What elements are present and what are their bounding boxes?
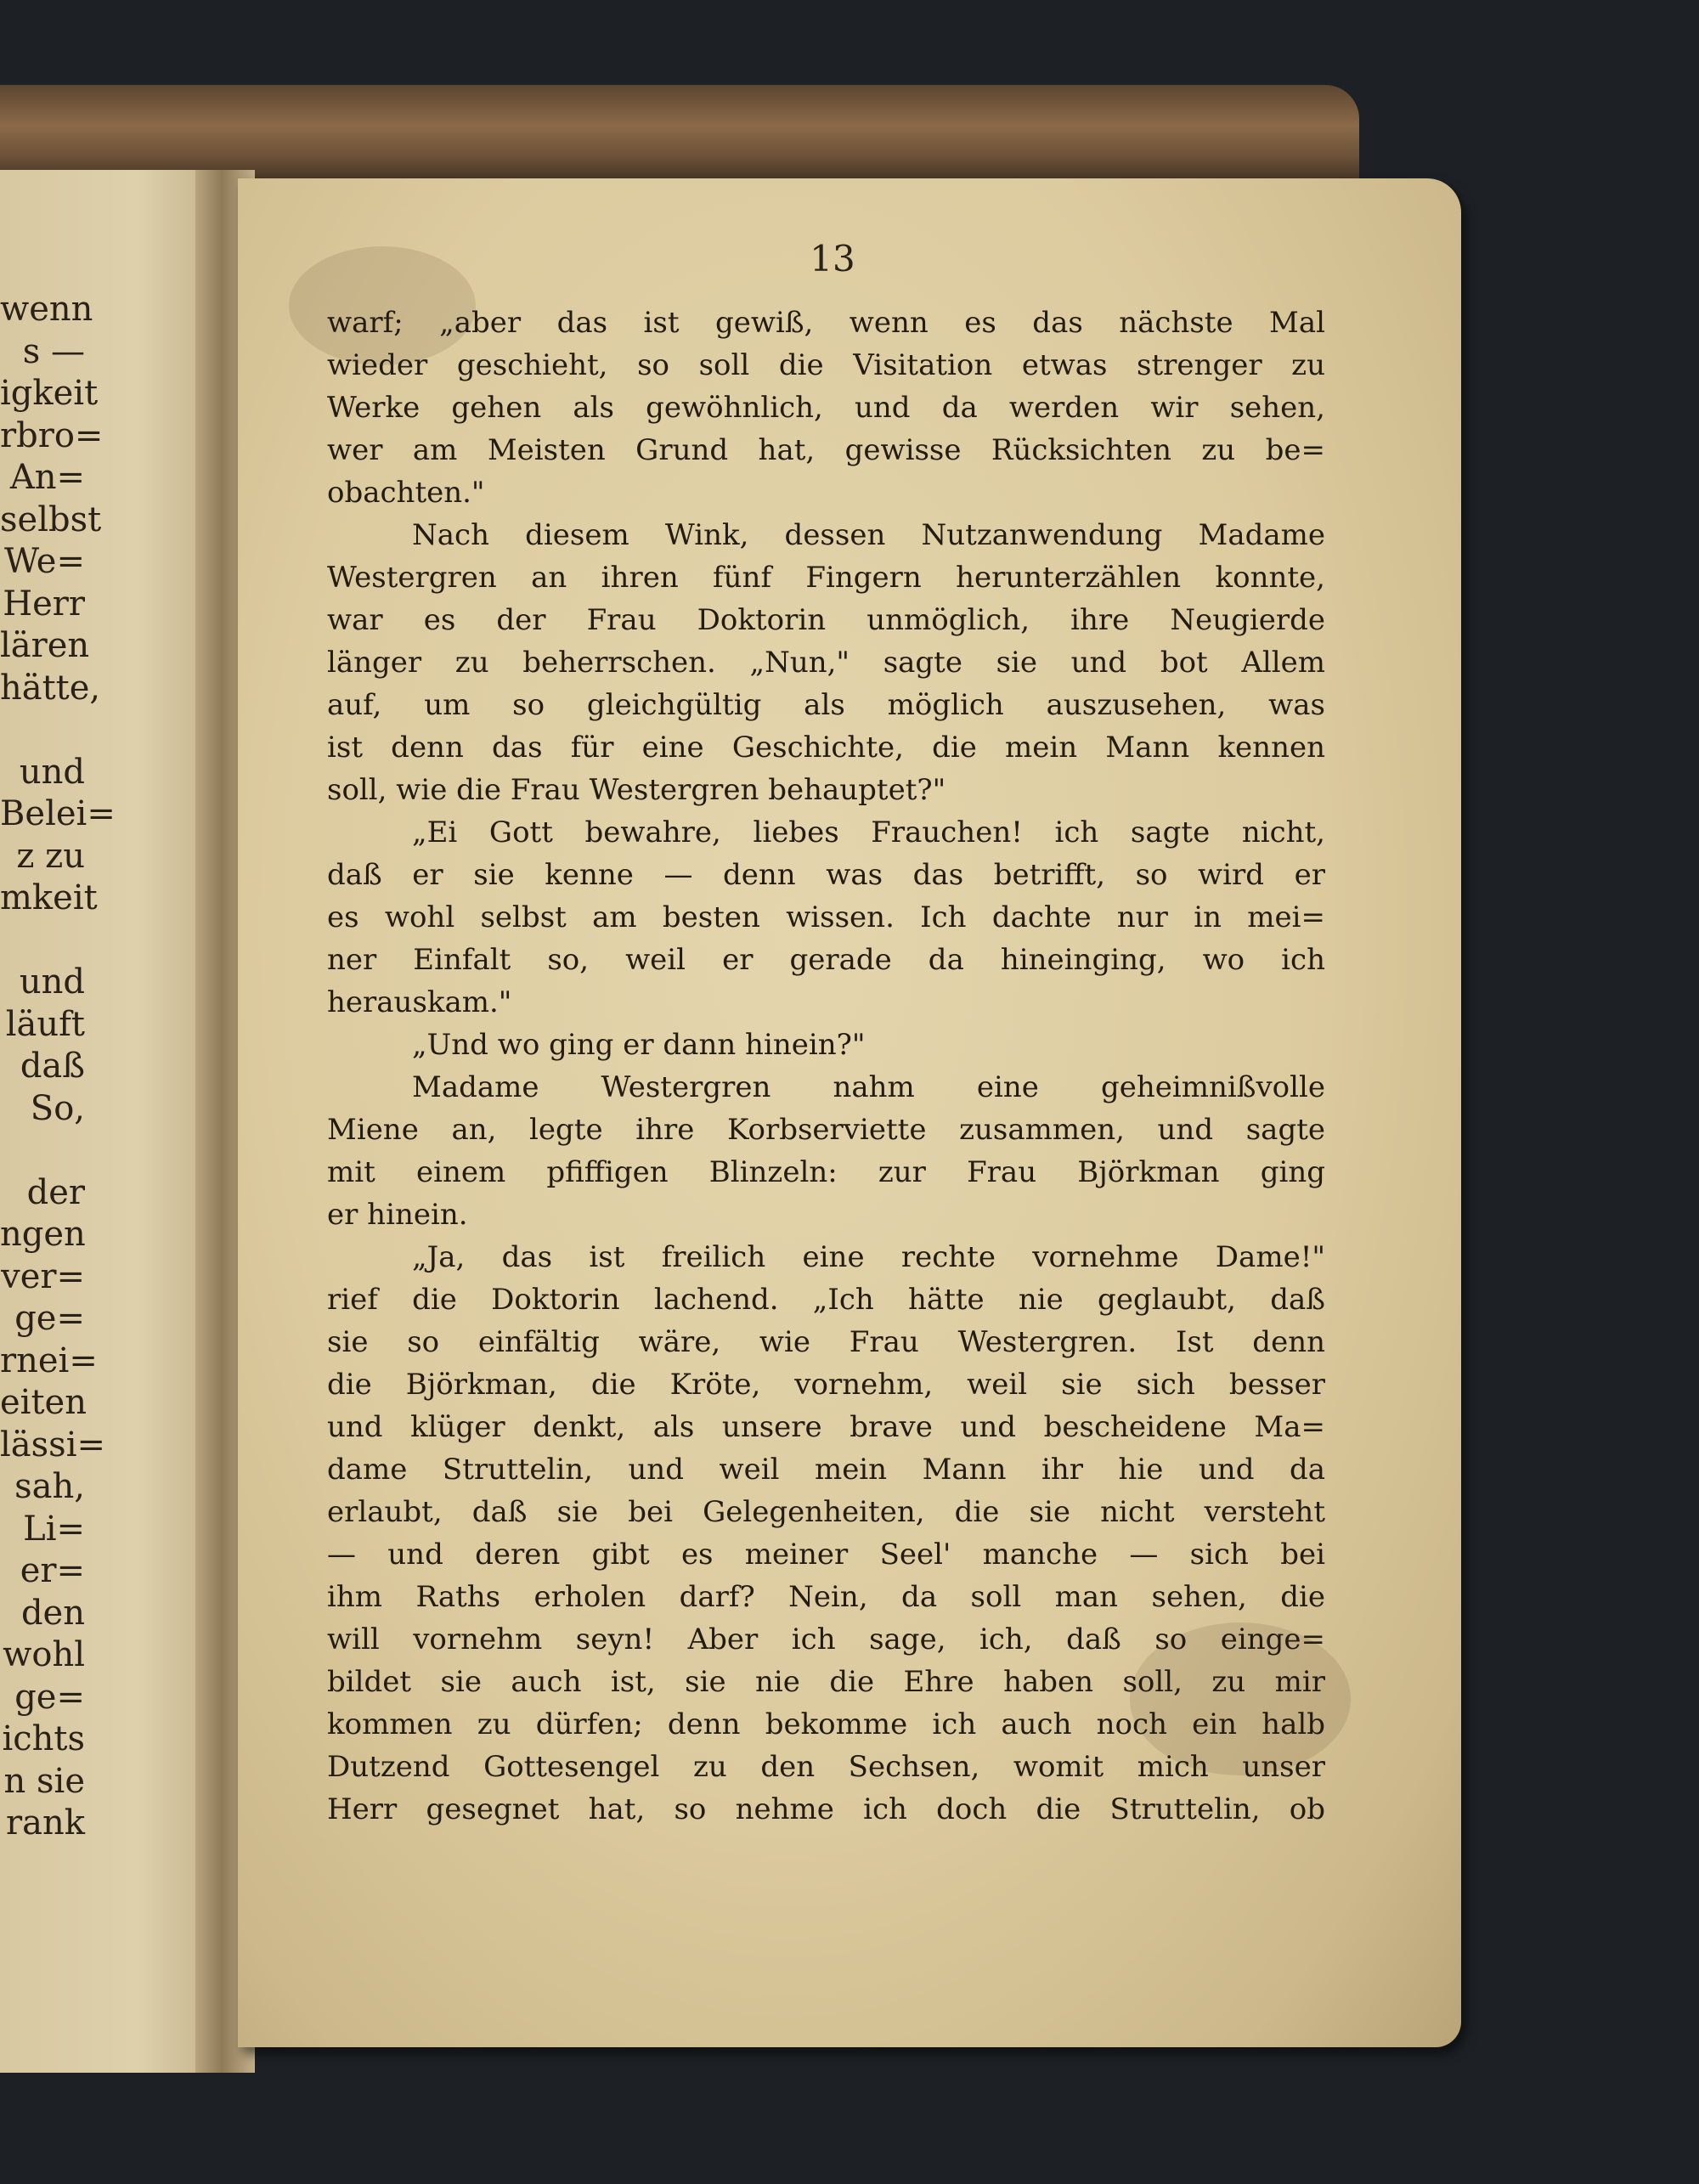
- left-page-line: und: [19, 962, 85, 1002]
- text-line: kommen zu dürfen; denn bekomme ich auch noch ein halb: [327, 1707, 1325, 1741]
- page-number: 13: [810, 238, 855, 279]
- left-page-line: ge=: [14, 1299, 85, 1338]
- text-line: ihm Raths erholen darf? Nein, da soll man sehen, die: [327, 1580, 1325, 1614]
- text-line: Madame Westergren nahm eine geheimnißvolle: [412, 1070, 1325, 1104]
- left-page-line: z zu: [16, 836, 85, 876]
- left-page-line: läuft: [5, 1004, 85, 1044]
- text-line: wieder geschieht, so soll die Visitation etwas strenger zu: [327, 348, 1325, 382]
- page-body-text: [327, 302, 1325, 1831]
- left-page-line: daß: [20, 1047, 85, 1086]
- left-page-line: er=: [20, 1551, 85, 1590]
- text-line: bildet sie auch ist, sie nie die Ehre haben soll, zu mir: [327, 1665, 1325, 1699]
- left-page-line: [0, 920, 85, 962]
- text-line: die Björkman, die Kröte, vornehm, weil sie sich besser: [327, 1368, 1325, 1402]
- text-line: — und deren gibt es meiner Seel' manche — sich bei: [327, 1538, 1325, 1572]
- text-line: ner Einfalt so, weil er gerade da hineinging, wo ich: [327, 943, 1325, 977]
- left-page-line: selbst: [0, 499, 102, 539]
- text-line: und klüger denkt, als unsere brave und bescheidene Ma=: [327, 1410, 1325, 1444]
- text-line: wer am Meisten Grund hat, gewisse Rücksichten zu be=: [327, 433, 1325, 467]
- left-page-line: lären: [0, 626, 90, 665]
- left-page-line: ngen: [0, 1215, 86, 1254]
- text-line: Werke gehen als gewöhnlich, und da werden wir sehen,: [327, 391, 1325, 425]
- left-page-line: der: [26, 1172, 85, 1212]
- left-page-line: mkeit: [0, 878, 98, 917]
- text-line: daß er sie kenne — denn was das betrifft, so wird er: [327, 858, 1325, 892]
- left-page-line: lässi=: [0, 1425, 106, 1464]
- left-page-line: igkeit: [0, 374, 99, 413]
- left-page-line: und: [19, 752, 85, 792]
- text-line: auf, um so gleichgültig als möglich auszusehen, was: [327, 688, 1325, 722]
- text-line: „Ei Gott bewahre, liebes Frauchen! ich sagte nicht,: [412, 815, 1325, 849]
- left-page-line: sah,: [14, 1467, 85, 1506]
- text-line: länger zu beherrschen. „Nun," sagte sie und bot Allem: [327, 646, 1325, 680]
- text-line: Dutzend Gottesengel zu den Sechsen, womit mich unser: [327, 1750, 1325, 1784]
- left-page-line: ichts: [2, 1719, 85, 1758]
- text-line: er hinein.: [327, 1198, 468, 1232]
- text-line: warf; „aber das ist gewiß, wenn es das nächste Mal: [327, 306, 1325, 340]
- text-line: „Und wo ging er dann hinein?": [412, 1028, 866, 1062]
- left-page-line: hätte,: [0, 668, 101, 708]
- text-line: es wohl selbst am besten wissen. Ich dachte nur in mei=: [327, 900, 1325, 934]
- left-page-line: Li=: [23, 1509, 85, 1549]
- text-line: will vornehm seyn! Aber ich sage, ich, daß so einge=: [327, 1622, 1325, 1656]
- text-line: Herr gesegnet hat, so nehme ich doch die Struttelin, ob: [327, 1792, 1325, 1826]
- left-page-line: [0, 1130, 85, 1172]
- text-line: obachten.": [327, 476, 485, 510]
- left-page-line: [0, 709, 85, 752]
- left-page-line: rnei=: [0, 1340, 98, 1380]
- left-page-line: s —: [22, 331, 85, 371]
- left-page-line: n sie: [3, 1761, 85, 1801]
- text-line: erlaubt, daß sie bei Gelegenheiten, die sie nicht versteht: [327, 1495, 1325, 1529]
- text-line: Nach diesem Wink, dessen Nutzanwendung Madame: [412, 518, 1325, 552]
- left-page-line: An=: [9, 458, 85, 497]
- text-line: herauskam.": [327, 985, 512, 1019]
- left-page-line: eiten: [0, 1383, 87, 1422]
- text-line: mit einem pfiffigen Blinzeln: zur Frau Björkman ging: [327, 1155, 1325, 1189]
- text-line: ist denn das für eine Geschichte, die mein Mann kennen: [327, 731, 1325, 765]
- text-line: dame Struttelin, und weil mein Mann ihr hie und da: [327, 1453, 1325, 1487]
- left-page-line: rank: [6, 1803, 85, 1843]
- text-line: soll, wie die Frau Westergren behauptet?": [327, 773, 946, 807]
- left-page-text-fragments: [0, 289, 116, 1845]
- left-page-line: rbro=: [0, 415, 104, 455]
- left-page-line: den: [20, 1593, 85, 1633]
- left-page-line: wenn: [0, 290, 93, 329]
- text-line: „Ja, das ist freilich eine rechte vornehme Dame!": [412, 1240, 1325, 1274]
- text-line: rief die Doktorin lachend. „Ich hätte nie geglaubt, daß: [327, 1283, 1325, 1317]
- text-line: sie so einfältig wäre, wie Frau Westergren. Ist denn: [327, 1325, 1325, 1359]
- left-page-line: We=: [3, 542, 85, 581]
- text-line: Westergren an ihren fünf Fingern herunterzählen konnte,: [327, 561, 1325, 595]
- left-page-line: Belei=: [0, 794, 116, 833]
- left-page-line: Herr: [3, 584, 85, 624]
- text-line: Miene an, legte ihre Korbserviette zusammen, und sagte: [327, 1113, 1325, 1147]
- left-page-line: So,: [30, 1088, 85, 1128]
- left-page-line: wohl: [3, 1635, 85, 1674]
- text-line: war es der Frau Doktorin unmöglich, ihre Neugierde: [327, 603, 1325, 637]
- left-page-line: ver=: [1, 1256, 85, 1296]
- left-page-line: ge=: [14, 1677, 85, 1717]
